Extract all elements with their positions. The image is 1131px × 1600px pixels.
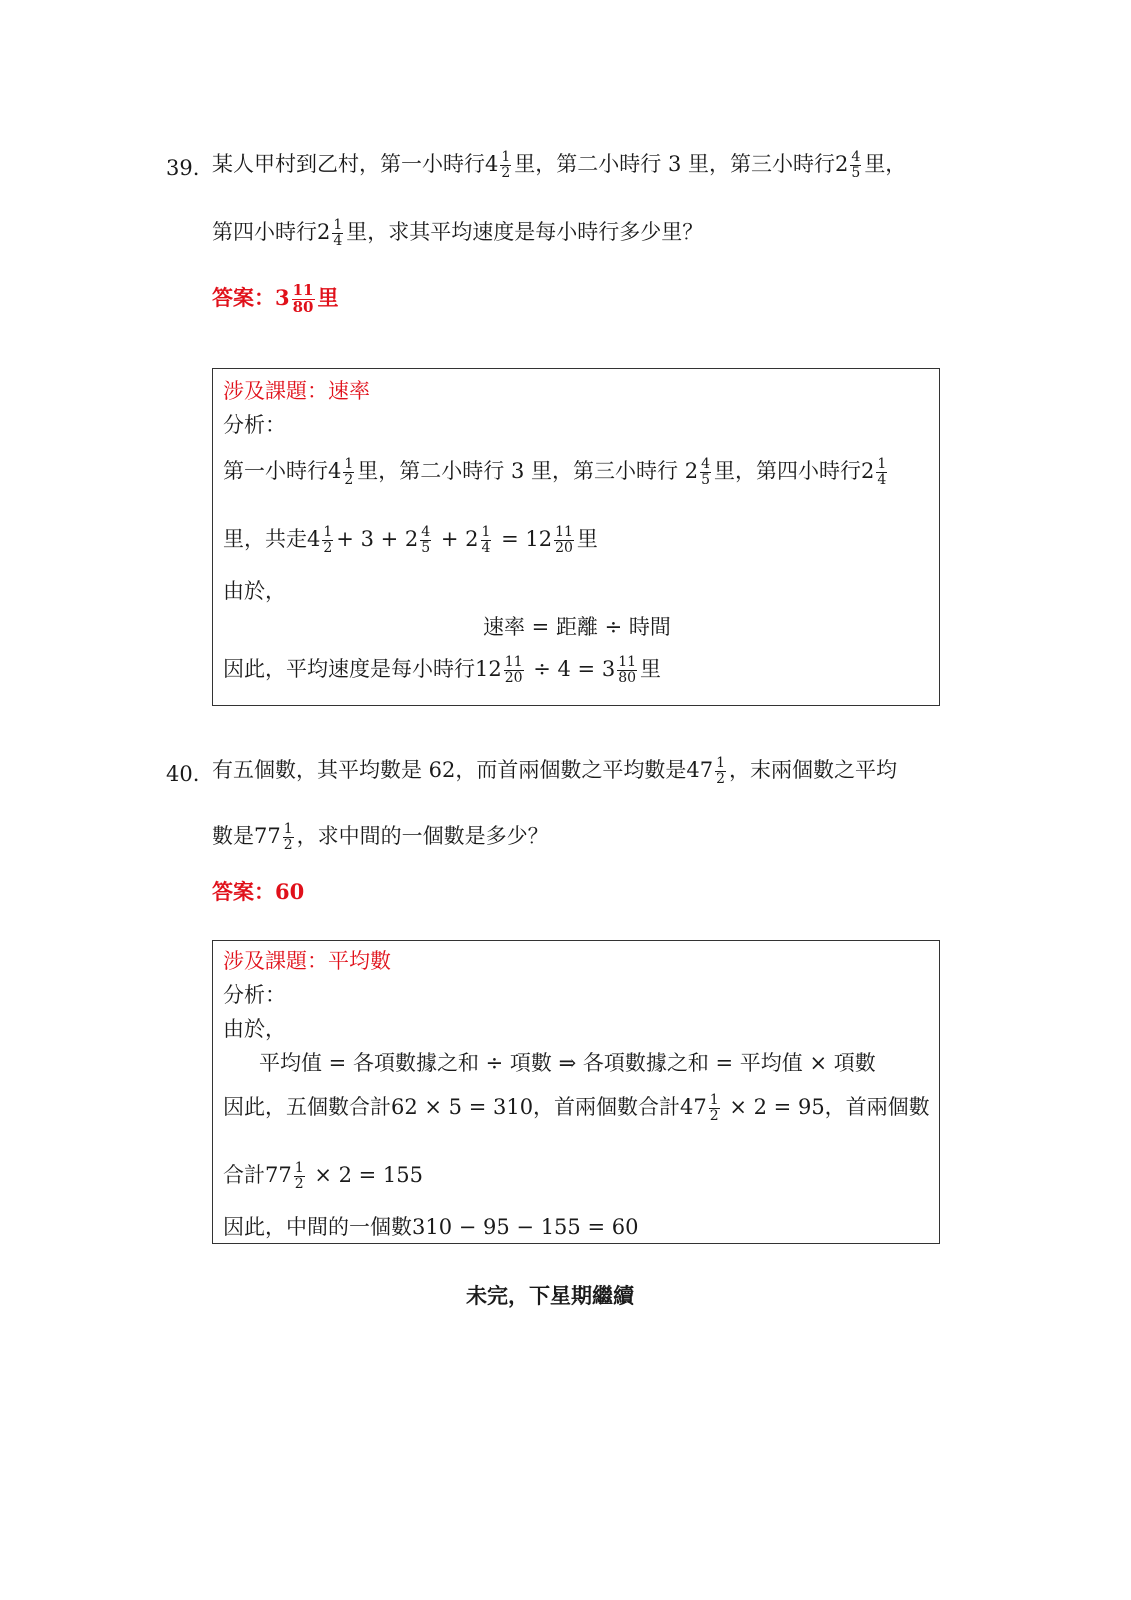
q40-line1: 有五個數，其平均數是 62，而首兩個數之平均數是47 $\frac{1}{2}$ ，末兩個數之平均 [212, 755, 898, 787]
q39-line2: 第四小時行2 $\frac{1}{4}$ 里，求其平均速度是每小時行多少里？ [212, 217, 704, 249]
average-formula: 平均值 = 各項數據之和 ÷ 項數 ⇒ 各項數據之和 = 平均值 × 項數 [259, 1051, 876, 1075]
fraction: $\frac{1}{2}$ [344, 456, 354, 488]
topic-heading: 涉及課題：平均數 [223, 949, 391, 973]
q40-line2: 數是77 $\frac{1}{2}$ ，求中間的一個數是多少？ [212, 821, 549, 853]
analysis-line-1: 第一小時行4 $\frac{1}{2}$ 里，第二小時行 3 里，第三小時行 2 $\frac{4}{5}$ 里，第四小時行2 $\frac{1}{4}$ [223, 456, 887, 488]
fraction: $\frac{11}{20}$ [555, 524, 573, 556]
q39-number: 39. [166, 156, 200, 180]
since-label: 由於， [223, 579, 286, 603]
fraction: $\frac{1}{2}$ [283, 821, 293, 853]
q40-answer: 答案：60 [212, 879, 305, 904]
fraction: $\frac{11}{80}$ [618, 654, 637, 686]
analysis-line-2: 里，共走4 $\frac{1}{2}$ + 3 + 2 $\frac{4}{5}$ + 2 $\frac{1}{4}$ = 12 $\frac{11}{20}$ 里 [223, 524, 598, 556]
q39-answer: 答案：3 $\frac{11}{80}$ 里 [212, 281, 339, 316]
topic-heading: 涉及課題：速率 [223, 379, 370, 403]
analysis-line-5: 合計77 $\frac{1}{2}$ × 2 = 155 [223, 1160, 423, 1192]
fraction: $\frac{1}{2}$ [323, 524, 333, 556]
fraction: $\frac{1}{2}$ [294, 1160, 304, 1192]
fraction: $\frac{1}{4}$ [877, 456, 887, 488]
fraction: $\frac{1}{4}$ [333, 217, 343, 249]
analysis-conclusion: 因此，平均速度是每小時行12 $\frac{11}{20}$ ÷ 4 = 3 $\frac{11}{80}$ 里 [223, 654, 662, 686]
q40-analysis-box [212, 940, 940, 1244]
speed-formula: 速率 = 距離 ÷ 時間 [483, 615, 671, 639]
fraction: $\frac{11}{20}$ [504, 654, 523, 686]
q39-analysis-box [212, 368, 940, 706]
fraction: $\frac{4}{5}$ [701, 456, 710, 488]
fraction: $\frac{1}{2}$ [501, 149, 511, 181]
fraction: $\frac{1}{2}$ [716, 755, 726, 787]
analysis-line-4: 因此，五個數合計62 × 5 = 310，首兩個數合計47 $\frac{1}{2}$ × 2 = 95，首兩個數 [223, 1092, 930, 1124]
fraction: $\frac{1}{4}$ [481, 524, 491, 556]
fraction: $\frac{4}{5}$ [851, 149, 861, 181]
since-label: 由於， [223, 1017, 286, 1041]
footer-note: 未完，下星期繼續 [466, 1283, 634, 1308]
analysis-label: 分析： [223, 983, 286, 1007]
q39-line1: 某人甲村到乙村，第一小時行4 $\frac{1}{2}$ 里，第二小時行 3 里，第三小時行2 $\frac{4}{5}$ 里， [212, 149, 907, 181]
q40-number: 40. [166, 762, 200, 786]
fraction: $\frac{1}{2}$ [709, 1092, 719, 1124]
analysis-conclusion: 因此，中間的一個數310 − 95 − 155 = 60 [223, 1215, 639, 1239]
analysis-label: 分析： [223, 413, 286, 437]
fraction: $\frac{11}{80}$ [292, 281, 314, 316]
fraction: $\frac{4}{5}$ [421, 524, 431, 556]
